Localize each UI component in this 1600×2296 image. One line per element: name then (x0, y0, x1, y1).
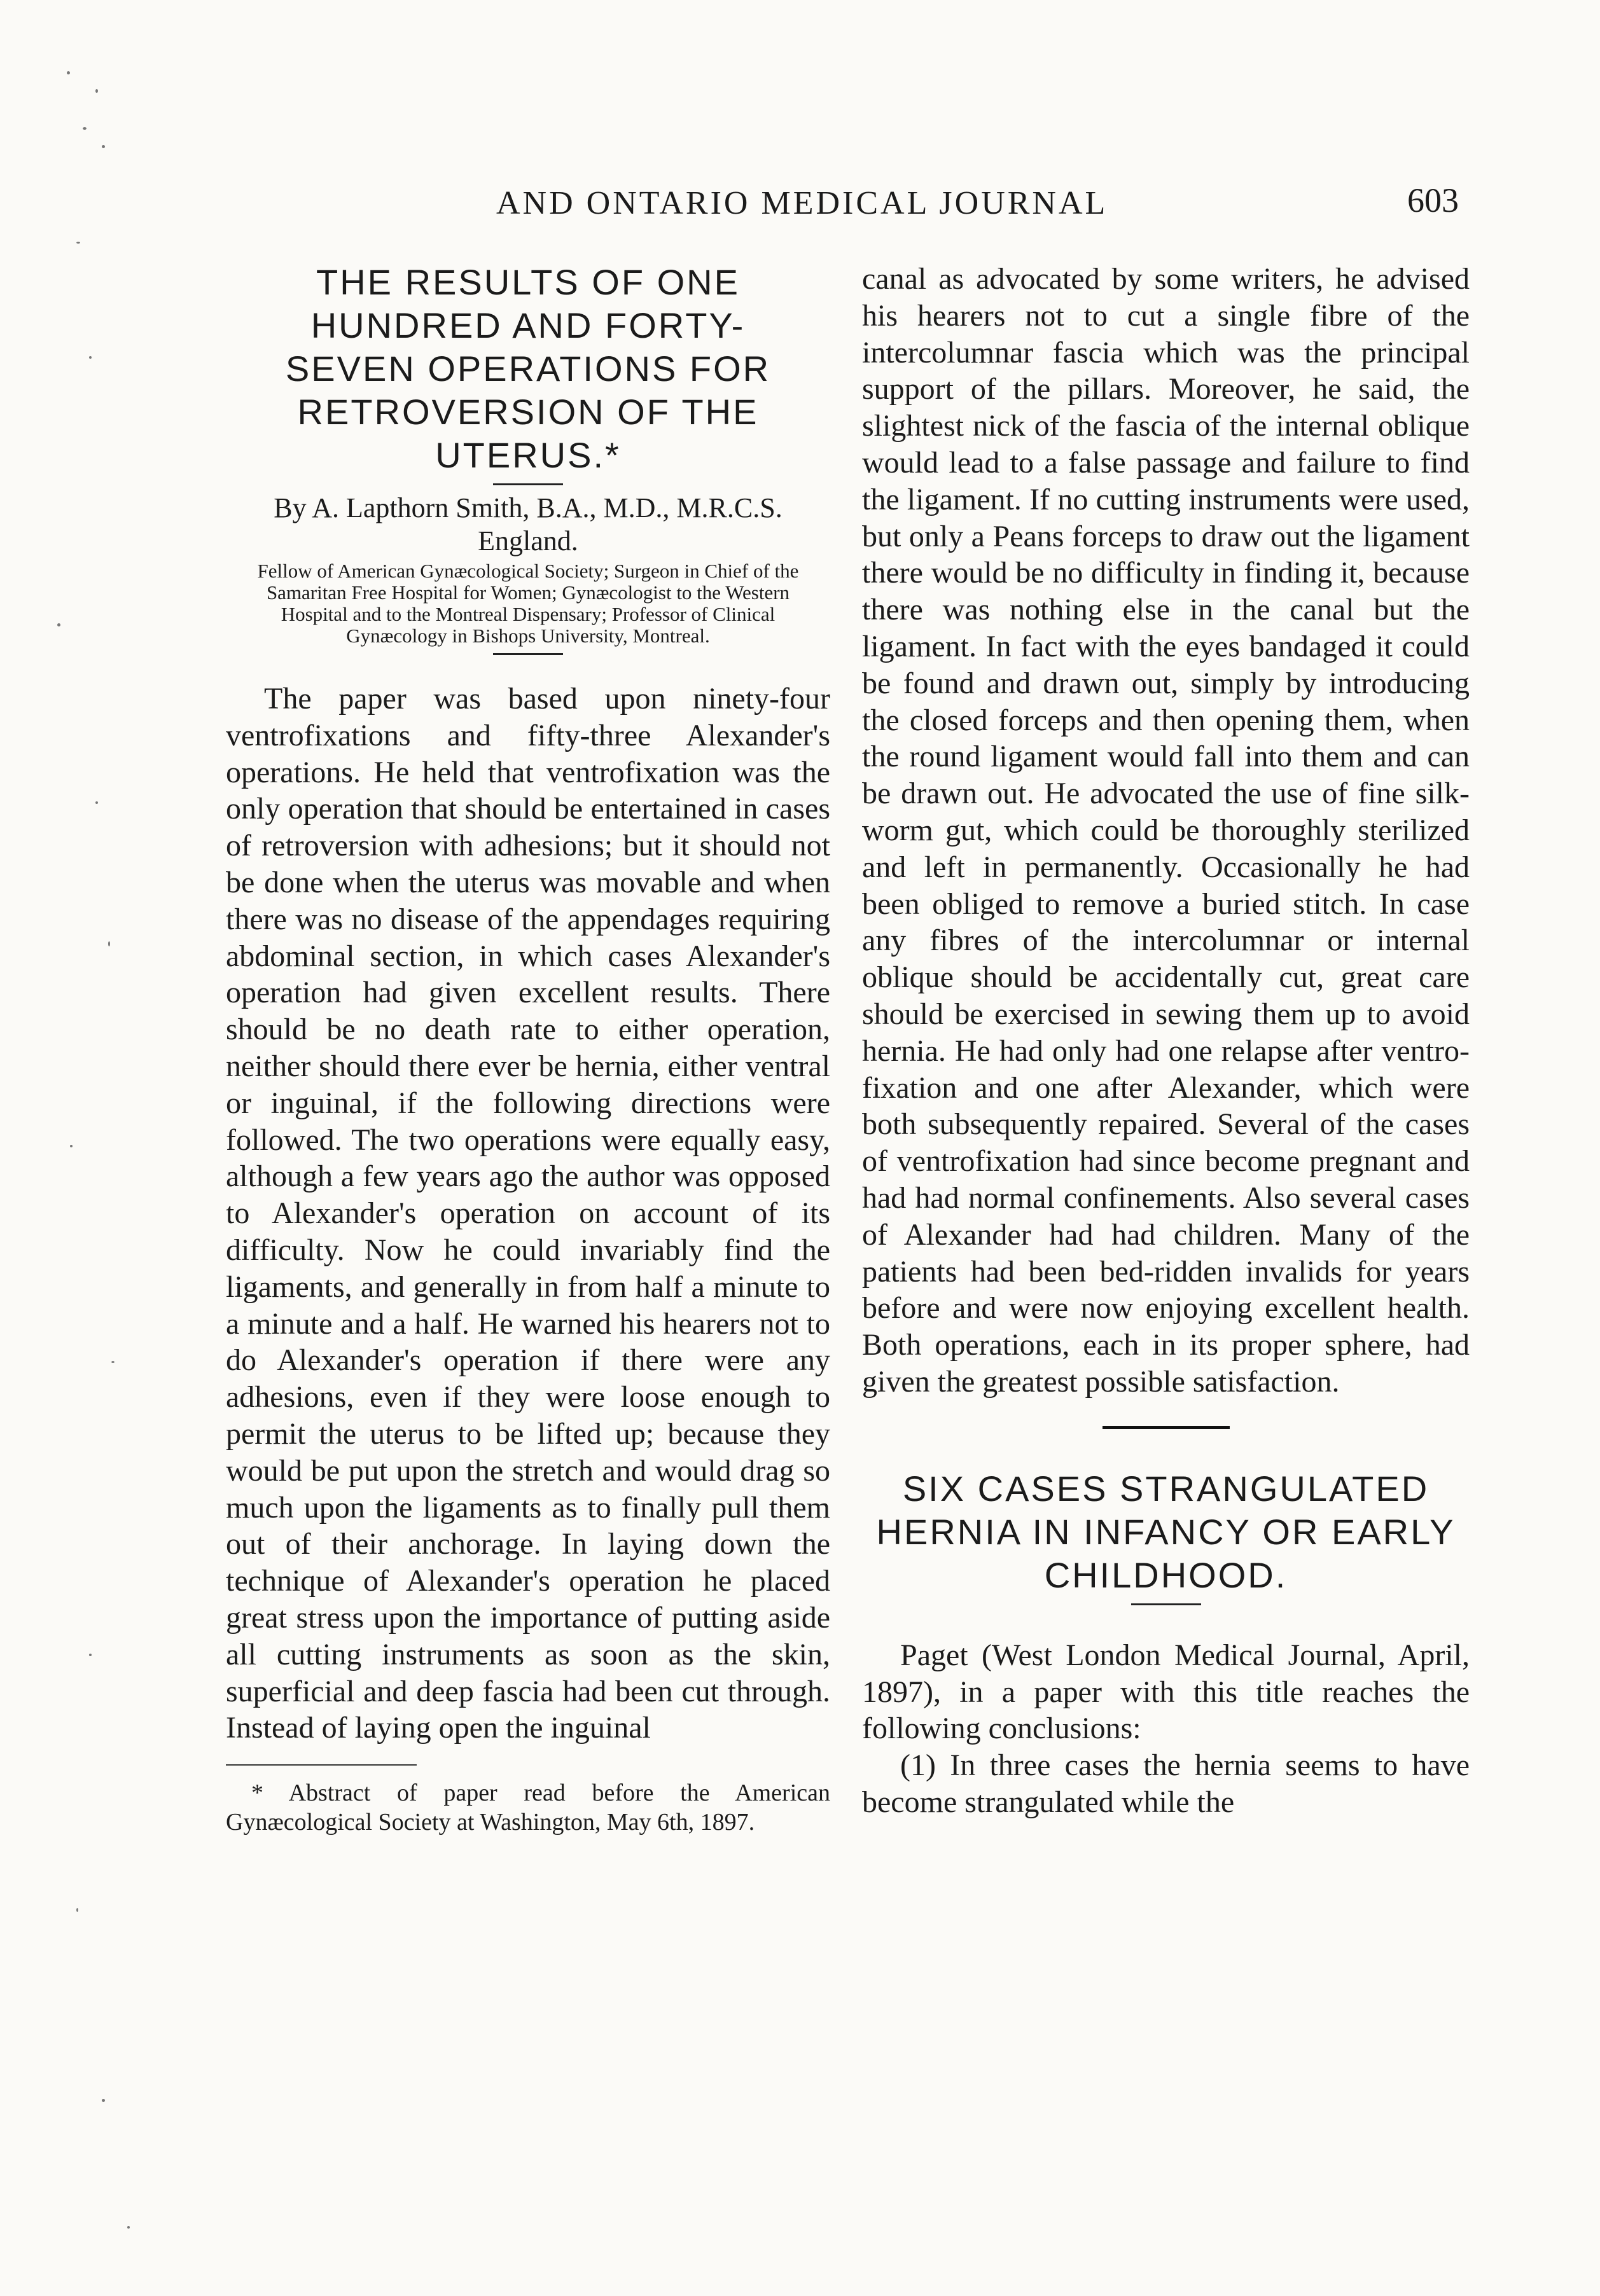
second-title-rule (1131, 1603, 1201, 1605)
second-article-intro: Paget (West London Medical Journal, April, 1897), in a paper with this title reaches the following conclusions: (862, 1638, 1470, 1746)
article-paragraph-continued: canal as advocated by some writers, he advised his hearers not to cut a single fibre of the intercolumnar fascia which was the principal support of the pillars. Moreover, he said, the slightest nick of the fascia of the internal oblique would lead to a false passage and failure to find the ligament. If no cutting instruments were used, but only a Peans forceps to draw out the ligament there would be no difficulty in finding it, because there was nothing else in the canal but the ligament. In fact with the eyes bandaged it could be found and drawn out, simply by introducing the closed forceps and then opening them, when the round ligament would fall into them and can be drawn out. He advocated the use of fine silk-worm gut, which could be thoroughly sterilized and left in permanently. Occasionally he had been obliged to remove a buried stitch. In case any fibres of the intercolumnar or internal oblique should be accidentally cut, great care should be exercised in sewing them up to avoid hernia. He had only had one relapse after ventrofixation and one after Alexander, which were both subsequently repaired. Several of the cases of ventrofixation had since become pregnant and had had normal confinements. Also several cases of Alexander had had children. Many of the patients had been bed-ridden invalids for years before and were now enjoying excellent health. Both operations, each in its proper sphere, had given the greatest possible satisfaction. (862, 262, 1470, 1399)
page-number: 603 (1407, 181, 1459, 219)
footnote-rule (226, 1764, 417, 1766)
right-column (862, 261, 1470, 1821)
article-paragraph: The paper was based upon ninety-four ventrofixations and fifty-three Alexander's operations. He held that ventrofixation was the only operation that should be entertained in cases of retroversion with adhesions; but it should not be done when the uterus was movable and when there was no disease of the appendages requiring abdominal section, in which cases Alexander's operation had given excellent results. There should be no death rate to either operation, neither should there ever be hernia, either ventral or inguinal, if the following directions were followed. The two operations were equally easy, although a few years ago the author was opposed to Alexander's operation on account of its difficulty. Now he could invariably find the ligaments, and generally in from half a minute to a minute and a half. He warned his hearers not to do Alexander's operation if there were any adhesions, even if they were loose enough to permit the uterus to be lifted up; because they would be put upon the stretch and would drag so much upon the ligaments as to finally pull them out of their anchorage. In laying down the technique of Alexander's operation he placed great stress upon the importance of putting aside all cutting instruments as soon as the skin, superficial and deep fascia had been cut through. Instead of laying open the inguinal (226, 682, 830, 1745)
title-rule (493, 483, 563, 485)
second-article-title: SIX CASES STRANGULATED HERNIA IN INFANCY OR EARLY CHILDHOOD. (876, 1468, 1456, 1595)
left-column (226, 261, 830, 1837)
second-article-point-1: (1) In three cases the hernia seems to have become strangulated while the (862, 1748, 1470, 1819)
byline-rule (493, 653, 563, 655)
article-title: THE RESULTS OF ONE HUNDRED AND FORTY-SEVEN OPERATIONS FOR RETROVERSION OF THE UTERUS.* (285, 262, 771, 475)
author-affiliation: Fellow of American Gynæcological Society; Surgeon in Chief of the Samaritan Free Hospital for Women; Gynæcologist to the Western Hospital and to the Montreal Dispensary; Professor of Clinical Gynæcology in Bishops University, Montreal. (257, 560, 799, 647)
running-head (0, 181, 1600, 235)
scan-margin-specks (0, 0, 191, 2296)
footnote: * Abstract of paper read before the American Gynæcological Society at Washington, May 6th, 1897. (226, 1780, 830, 1836)
author-byline: By A. Lapthorn Smith, B.A., M.D., M.R.C.S. England. (274, 492, 783, 557)
section-divider (1103, 1426, 1230, 1429)
running-title: AND ONTARIO MEDICAL JOURNAL (496, 185, 1108, 221)
